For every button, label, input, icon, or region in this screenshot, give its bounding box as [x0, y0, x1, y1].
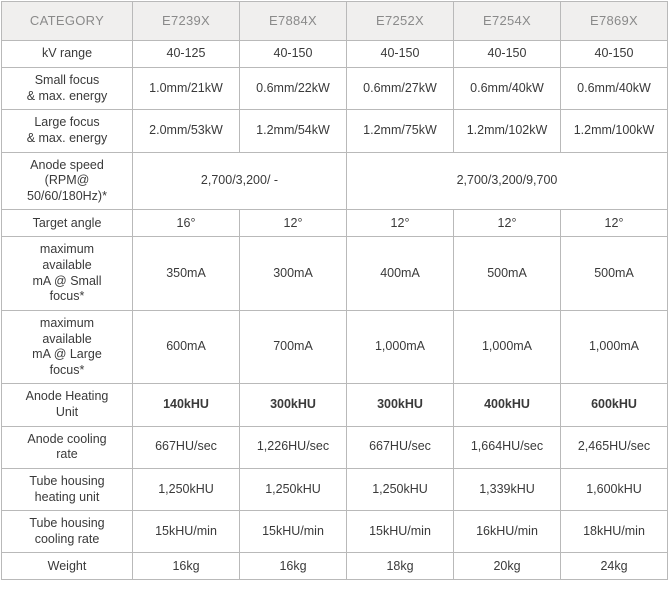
cell-weight-e7252x: 18kg: [347, 553, 454, 580]
cell-anode-heating-e7239x: 140kHU: [133, 384, 240, 426]
row-label-line: mA @ Large: [32, 347, 102, 362]
cell-target-angle-e7869x: 12°: [561, 210, 668, 237]
row-label-line: maximum: [39, 242, 95, 257]
table-row: [2, 426, 668, 468]
row-label-line: Tube housing: [29, 516, 105, 531]
column-header-e7869x: E7869X: [561, 2, 668, 41]
table-header: [2, 2, 668, 41]
cell-kv-range-e7239x: 40-125: [133, 41, 240, 68]
cell-kv-range-e7869x: 40-150: [561, 41, 668, 68]
cell-large-focus-e7884x: 1.2mm/54kW: [240, 110, 347, 152]
cell-max-ma-large-e7252x: 1,000mA: [347, 310, 454, 384]
column-header-e7239x: E7239X: [133, 2, 240, 41]
cell-max-ma-small-e7884x: 300mA: [240, 237, 347, 311]
row-label-target-angle: Target angle: [2, 210, 133, 237]
table-row: [2, 68, 668, 110]
column-header-e7252x: E7252X: [347, 2, 454, 41]
cell-max-ma-small-e7239x: 350mA: [133, 237, 240, 311]
row-label-line: focus*: [49, 289, 85, 304]
cell-housing-heating-e7252x: 1,250kHU: [347, 468, 454, 510]
cell-housing-heating-e7884x: 1,250kHU: [240, 468, 347, 510]
cell-small-focus-e7869x: 0.6mm/40kW: [561, 68, 668, 110]
table-row: [2, 310, 668, 384]
cell-anode-cooling-e7254x: 1,664HU/sec: [454, 426, 561, 468]
table-row: [2, 210, 668, 237]
cell-max-ma-large-e7239x: 600mA: [133, 310, 240, 384]
column-header-e7884x: E7884X: [240, 2, 347, 41]
cell-weight-e7869x: 24kg: [561, 553, 668, 580]
cell-max-ma-small-e7254x: 500mA: [454, 237, 561, 311]
row-label-line: Anode cooling: [27, 431, 107, 446]
cell-large-focus-e7869x: 1.2mm/100kW: [561, 110, 668, 152]
table-row: [2, 237, 668, 311]
cell-anode-cooling-e7869x: 2,465HU/sec: [561, 426, 668, 468]
cell-max-ma-large-e7884x: 700mA: [240, 310, 347, 384]
table-body: [2, 41, 668, 580]
cell-kv-range-e7252x: 40-150: [347, 41, 454, 68]
row-label-line: available: [42, 258, 92, 272]
cell-large-focus-e7252x: 1.2mm/75kW: [347, 110, 454, 152]
row-label-tube-housing-cooling-rate: [2, 511, 133, 553]
cell-target-angle-e7239x: 16°: [133, 210, 240, 237]
row-label-line: focus*: [49, 362, 85, 377]
column-header-e7254x: E7254X: [454, 2, 561, 41]
cell-anode-heating-e7884x: 300kHU: [240, 384, 347, 426]
row-label-anode-cooling-rate: [2, 426, 133, 468]
row-label-large-focus: [2, 110, 133, 152]
cell-anode-heating-e7869x: 600kHU: [561, 384, 668, 426]
row-label-line: Tube housing: [29, 473, 105, 488]
row-label-line: available: [42, 331, 92, 346]
table-row: [2, 384, 668, 426]
cell-small-focus-e7252x: 0.6mm/27kW: [347, 68, 454, 110]
cell-housing-cooling-e7252x: 15kHU/min: [347, 511, 454, 553]
cell-anode-cooling-e7884x: 1,226HU/sec: [240, 426, 347, 468]
cell-target-angle-e7252x: 12°: [347, 210, 454, 237]
table-row: [2, 553, 668, 580]
table-row: [2, 152, 668, 210]
row-label-max-ma-large-focus: [2, 310, 133, 384]
cell-housing-cooling-e7254x: 16kHU/min: [454, 511, 561, 553]
row-label-line: Anode speed: [30, 157, 104, 172]
row-label-weight: Weight: [2, 553, 133, 580]
row-label-line: Unit: [55, 405, 79, 419]
row-label-line: & max. energy: [26, 130, 108, 145]
cell-small-focus-e7884x: 0.6mm/22kW: [240, 68, 347, 110]
cell-max-ma-large-e7254x: 1,000mA: [454, 310, 561, 384]
cell-weight-e7884x: 16kg: [240, 553, 347, 580]
cell-kv-range-e7884x: 40-150: [240, 41, 347, 68]
row-label-line: rate: [56, 447, 78, 462]
table-row: [2, 468, 668, 510]
cell-target-angle-e7884x: 12°: [240, 210, 347, 237]
cell-large-focus-e7254x: 1.2mm/102kW: [454, 110, 561, 152]
row-label-max-ma-small-focus: [2, 237, 133, 311]
row-label-line: cooling rate: [34, 531, 100, 546]
cell-anode-cooling-e7252x: 667HU/sec: [347, 426, 454, 468]
cell-housing-cooling-e7239x: 15kHU/min: [133, 511, 240, 553]
row-label-kv-range: kV range: [2, 41, 133, 68]
row-label-line: Large focus: [34, 115, 100, 130]
cell-anode-speed-group2: 2,700/3,200/9,700: [347, 152, 668, 210]
row-label-small-focus: [2, 68, 133, 110]
cell-housing-cooling-e7869x: 18kHU/min: [561, 511, 668, 553]
cell-anode-heating-e7254x: 400kHU: [454, 384, 561, 426]
cell-small-focus-e7254x: 0.6mm/40kW: [454, 68, 561, 110]
row-label-line: Small focus: [34, 73, 100, 87]
cell-max-ma-large-e7869x: 1,000mA: [561, 310, 668, 384]
row-label-anode-heating-unit: [2, 384, 133, 426]
cell-weight-e7239x: 16kg: [133, 553, 240, 580]
cell-housing-cooling-e7884x: 15kHU/min: [240, 511, 347, 553]
row-label-line: & max. energy: [26, 88, 108, 103]
row-label-line: (RPM@: [44, 173, 90, 188]
cell-housing-heating-e7869x: 1,600kHU: [561, 468, 668, 510]
cell-housing-heating-e7239x: 1,250kHU: [133, 468, 240, 510]
cell-small-focus-e7239x: 1.0mm/21kW: [133, 68, 240, 110]
table-header-row: [2, 2, 668, 41]
row-label-line: mA @ Small: [32, 273, 102, 288]
cell-housing-heating-e7254x: 1,339kHU: [454, 468, 561, 510]
cell-kv-range-e7254x: 40-150: [454, 41, 561, 68]
cell-max-ma-small-e7252x: 400mA: [347, 237, 454, 311]
row-label-line: Anode Heating: [25, 389, 109, 404]
row-label-tube-housing-heating-unit: [2, 468, 133, 510]
table-row: [2, 511, 668, 553]
cell-anode-cooling-e7239x: 667HU/sec: [133, 426, 240, 468]
table-row: [2, 110, 668, 152]
cell-large-focus-e7239x: 2.0mm/53kW: [133, 110, 240, 152]
column-header-category: CATEGORY: [2, 2, 133, 41]
row-label-line: 50/60/180Hz)*: [27, 188, 107, 203]
row-label-line: heating unit: [34, 489, 100, 504]
cell-weight-e7254x: 20kg: [454, 553, 561, 580]
row-label-anode-speed: [2, 152, 133, 210]
table-row: [2, 41, 668, 68]
cell-anode-speed-group1: 2,700/3,200/ -: [133, 152, 347, 210]
specifications-table: [1, 1, 668, 580]
cell-target-angle-e7254x: 12°: [454, 210, 561, 237]
row-label-line: maximum: [39, 315, 95, 330]
cell-anode-heating-e7252x: 300kHU: [347, 384, 454, 426]
cell-max-ma-small-e7869x: 500mA: [561, 237, 668, 311]
